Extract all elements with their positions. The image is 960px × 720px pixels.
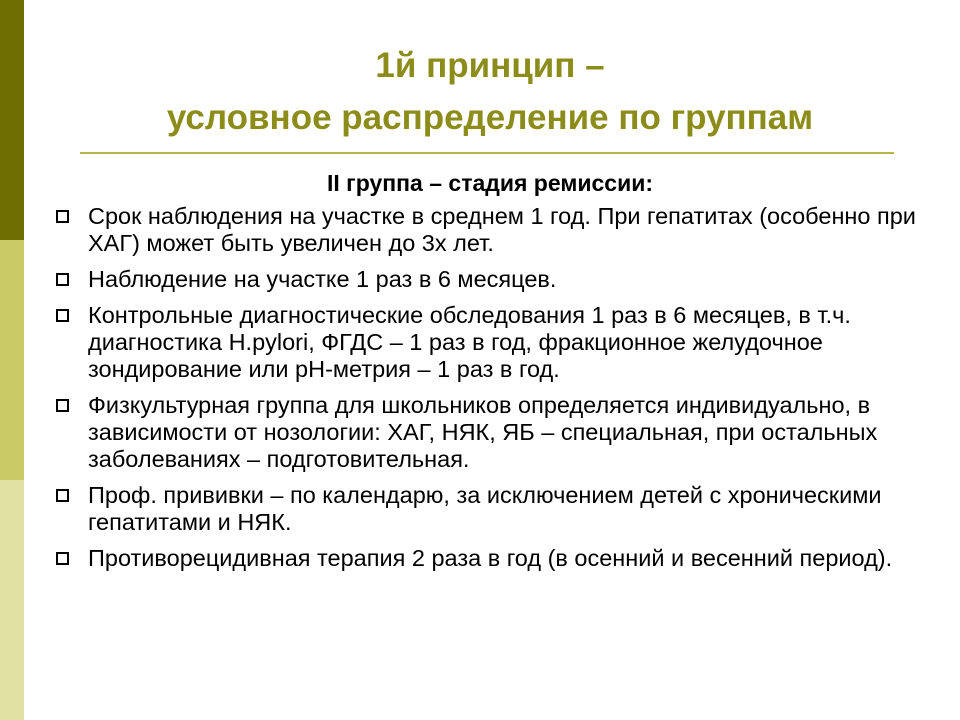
list-item bbox=[56, 545, 936, 572]
square-bullet-icon bbox=[56, 489, 69, 502]
list-item bbox=[56, 392, 936, 473]
slide-title bbox=[60, 40, 920, 144]
square-bullet-icon bbox=[56, 309, 69, 322]
bullet-list bbox=[56, 203, 936, 581]
bullet-text: Срок наблюдения на участке в среднем 1 год. При гепатитах (особенно при ХАГ) может быть увеличен до 3х лет. bbox=[88, 203, 916, 256]
side-accent-bar bbox=[0, 0, 24, 720]
side-bar-segment-light bbox=[0, 480, 24, 720]
side-bar-segment-dark bbox=[0, 0, 24, 240]
bullet-text: Контрольные диагностические обследования 1 раз в 6 месяцев, в т.ч. диагностика H.pylori, ФГДС – 1 раз в год, фракционное желудочное зондирование или рН-метрия – 1 раз в год. bbox=[88, 302, 851, 382]
square-bullet-icon bbox=[56, 273, 69, 286]
square-bullet-icon bbox=[56, 399, 69, 412]
list-item bbox=[56, 266, 936, 293]
square-bullet-icon bbox=[56, 210, 69, 223]
slide-title-line1: 1й принцип – bbox=[375, 46, 605, 85]
bullet-text: Физкультурная группа для школьников определяется индивидуально, в зависимости от нозологии: ХАГ, НЯК, ЯБ – специальная, при остальных заболеваниях – подготовительная. bbox=[88, 392, 878, 472]
bullet-text: Противорецидивная терапия 2 раза в год (в осенний и весенний период). bbox=[88, 545, 893, 571]
list-item bbox=[56, 203, 936, 257]
bullet-text: Наблюдение на участке 1 раз в 6 месяцев. bbox=[88, 266, 557, 292]
square-bullet-icon bbox=[56, 552, 69, 565]
side-bar-segment-mid bbox=[0, 240, 24, 480]
title-divider bbox=[80, 152, 894, 154]
slide-title-line2: условное распределение по группам bbox=[166, 98, 814, 137]
list-item bbox=[56, 302, 936, 383]
slide-subtitle: II группа – стадия ремиссии: bbox=[326, 170, 654, 196]
list-item bbox=[56, 482, 936, 536]
bullet-text: Проф. прививки – по календарю, за исключением детей с хроническими гепатитами и НЯК. bbox=[88, 482, 882, 535]
